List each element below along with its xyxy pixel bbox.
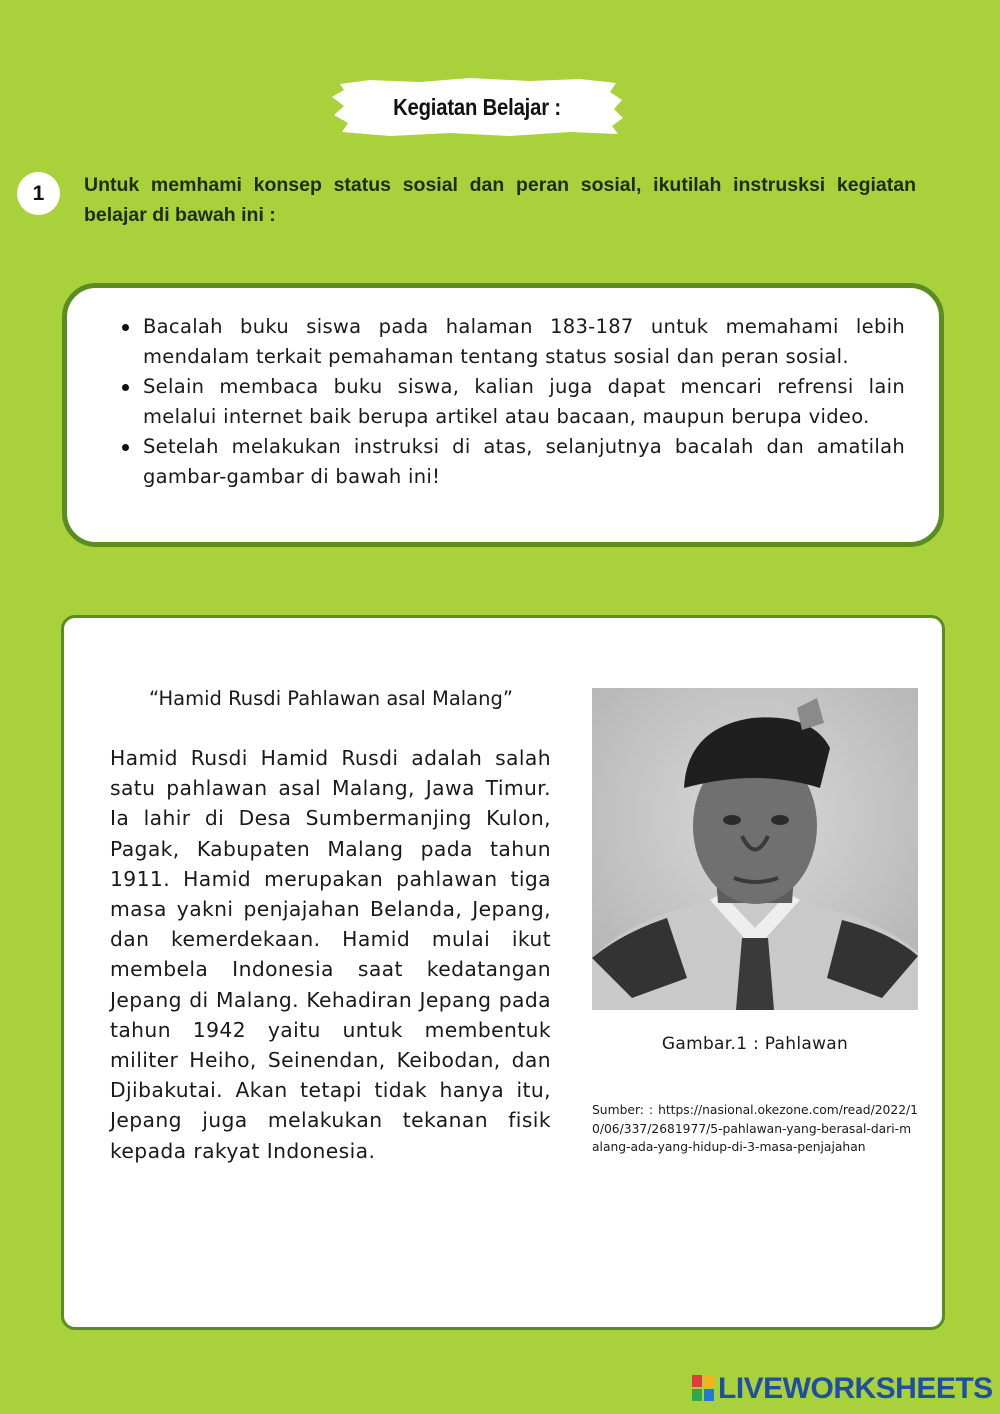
step-instruction: Untuk memhami konsep status sosial dan peran sosial, ikutilah instrusksi kegiatan belajar di bawah ini :	[84, 174, 916, 226]
step-number-badge: 1	[17, 172, 60, 215]
bullet-icon	[122, 444, 129, 451]
brand-name: LIVEWORKSHEETS	[718, 1372, 993, 1405]
list-item-text: Selain membaca buku siswa, kalian juga dapat mencari refrensi lain melalui internet baik berupa artikel atau bacaan, maupun berupa video.	[143, 375, 905, 428]
bullet-icon	[122, 324, 129, 331]
liveworksheets-icon	[692, 1375, 716, 1403]
article-box	[61, 615, 945, 1330]
list-item	[143, 372, 905, 432]
article-body: Hamid Rusdi Hamid Rusdi adalah salah satu pahlawan asal Malang, Jawa Timur. Ia lahir di Desa Sumbermanjing Kulon, Pagak, Kabupaten Malang pada tahun 1911. Hamid merupakan pahlawan tiga masa yakni penjajahan Belanda, Jepang, dan kemerdekaan. Hamid mulai ikut membela Indonesia saat kedatangan Jepang di Malang. Kehadiran Jepang pada tahun 1942 yaitu untuk membentuk militer Heiho, Seinendan, Keibodan, dan Djibakutai. Akan tetapi tidak hanya itu, Jepang juga melakukan tekanan fisik kepada rakyat Indonesia.	[110, 746, 551, 1163]
section-title: Kegiatan Belajar :	[393, 93, 561, 120]
image-caption: Gambar.1 : Pahlawan	[661, 1034, 849, 1054]
bullet-icon	[122, 384, 129, 391]
instructions-box	[62, 283, 944, 547]
section-title-banner	[330, 76, 624, 138]
list-item	[143, 432, 905, 492]
list-item-text: Bacalah buku siswa pada halaman 183-187 untuk memahami lebih mendalam terkait pemahaman tentang status sosial dan peran sosial.	[143, 315, 905, 368]
article-title: “Hamid Rusdi Pahlawan asal Malang”	[149, 687, 513, 710]
instructions-list	[143, 312, 905, 492]
hero-portrait-photo	[592, 688, 918, 1010]
list-item-text: Setelah melakukan instruksi di atas, selanjutnya bacalah dan amatilah gambar-gambar di bawah ini!	[143, 435, 905, 488]
list-item	[143, 312, 905, 372]
brand-logo	[692, 1371, 993, 1407]
image-source: Sumber: : https://nasional.okezone.com/read/2022/10/06/337/2681977/5-pahlawan-yang-berasal-dari-malang-ada-yang-hidup-di-3-masa-penjajahan	[592, 1103, 918, 1154]
